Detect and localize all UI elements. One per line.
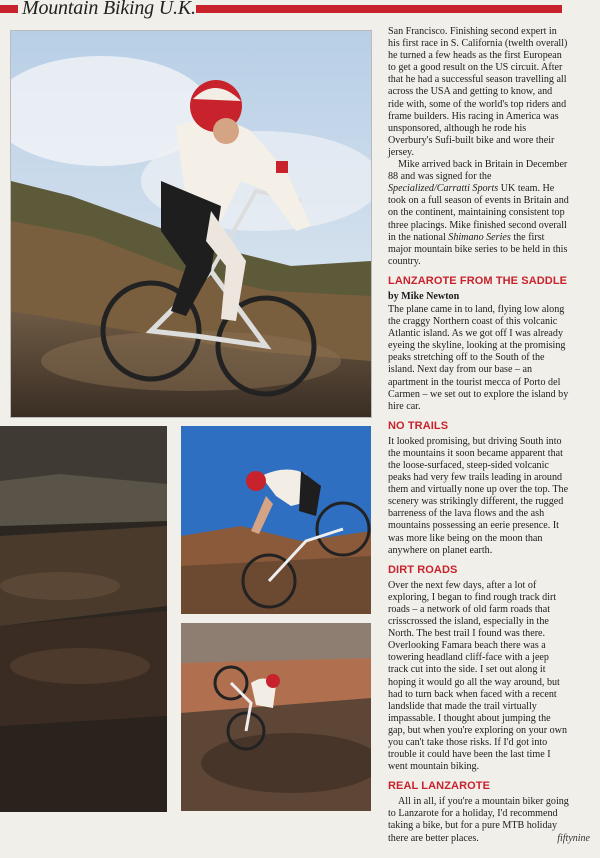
heading-lanzarote: LANZAROTE FROM THE SADDLE: [388, 274, 568, 287]
no-trails-paragraph: It looked promising, but driving South into the mountains it soon became apparent that the loose-surfaced, steep-sided volcanic peaks had very few trails leading in around them and virtually none up over the top. The scenery was strikingly different, the rugged barreness of the lava flows and the ash mountains possessing an eerie presence. It was more like being on the moon than anywhere on planet earth.: [388, 435, 569, 556]
photo-cliff-landscape: [0, 426, 167, 812]
intro-paragraph-2: [388, 159, 570, 268]
heading-no-trails: NO TRAILS: [388, 419, 449, 432]
photo-rider-hillside: [10, 30, 372, 418]
intro-p2-text-b: UK team. He took on a full season of events in Britain and on the continent, maintaining consistent top three placings. Mike finished second overall in the national: [388, 183, 569, 243]
magazine-title: Mountain Biking U.K.: [22, 0, 196, 19]
heading-dirt-roads: DIRT ROADS: [388, 563, 458, 576]
team-name: Specialized/Carratti Sports: [388, 183, 499, 195]
intro-p2-text-c: the first major mountain bike series to be held in this country.: [388, 231, 568, 267]
intro-paragraph-1: San Francisco. Finishing second expert in his first race in S. California (twelth overall) he turned a few heads as the first European to get a good result on the US circuit. After that he had a successful season travelling all across the USA and getting to know, and ride with, some of the world's top riders and frame builders. His racing in America was unsponsored, although he rode his Overbury's Sufi-built bike and wore their jersey.: [388, 26, 568, 158]
article-text-column: [388, 26, 570, 845]
photo-rider-blue-sky: [181, 426, 371, 614]
page-number: fiftynine: [557, 833, 590, 844]
heading-real-lanzarote: REAL LANZAROTE: [388, 780, 491, 793]
header-rule-left: [0, 5, 18, 13]
intro-p2-text-a: Mike arrived back in Britain in December 88 and was signed for the: [388, 159, 568, 183]
byline: by Mike Newton: [388, 290, 460, 302]
real-lanzarote-paragraph: All in all, if you're a mountain biker going to Lanzarote for a holiday, I'd recommend taking a bike, but for a pure MTB holiday there are better places.: [388, 796, 569, 844]
photo-rider-rocks: [181, 623, 371, 811]
dirt-roads-paragraph: Over the next few days, after a lot of exploring, I began to find rough track dirt roads – a network of old farm roads that crisscrossed the island, especially in the North. The best trail I found was there. Overlooking Famara beach there was a towering headland cliff-face with a jeep track cut into the side. I set out along it hoping it would go all the way around, but had to turn back when faced with a recent landslide that made the trail virtually impassable. I thought about jumping the gap, but when you're exploring on your own you can't take those risks. If I'd got into trouble it could have been the last time I went mountain biking.: [388, 579, 567, 773]
series-name: Shimano Series: [448, 231, 511, 243]
lanzarote-paragraph: The plane came in to land, flying low along the craggy Northern coast of this volcanic Atlantic island. As we got off I was already eyeing the skyline, looking at the promising peaks stretching off to the South of the island. Next day from our base – an apartment in the tourist mecca of Porto del Carmen – we set out to explore the island by hire car.: [388, 303, 569, 412]
header-rule-right: [196, 5, 562, 13]
